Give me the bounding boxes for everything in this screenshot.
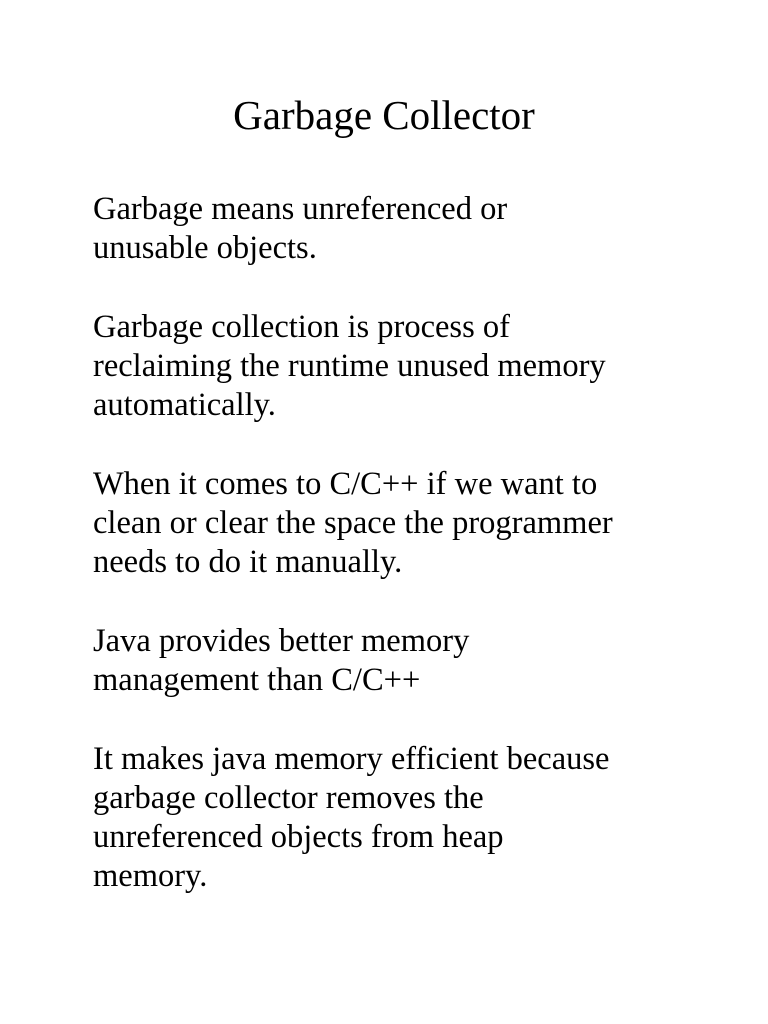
paragraph-garbage-definition: [93, 190, 733, 268]
paragraph-line: management than C/C++: [93, 662, 421, 698]
paragraph-line: memory.: [93, 858, 208, 894]
paragraph-java-memory: [93, 622, 733, 700]
paragraph-memory-efficient: [93, 740, 733, 896]
paragraph-line: Java provides better memory: [93, 623, 470, 659]
paragraph-line: When it comes to C/C++ if we want to: [93, 466, 598, 502]
paragraph-line: It makes java memory efficient because: [93, 741, 610, 777]
paragraph-line: unreferenced objects from heap: [93, 819, 504, 855]
paragraph-c-cpp: [93, 465, 733, 582]
paragraph-line: Garbage collection is process of: [93, 309, 510, 345]
paragraph-line: reclaiming the runtime unused memory: [93, 348, 606, 384]
paragraph-line: Garbage means unreferenced or: [93, 191, 508, 227]
paragraph-line: clean or clear the space the programmer: [93, 505, 613, 541]
paragraph-line: automatically.: [93, 387, 276, 423]
paragraph-garbage-collection: [93, 308, 733, 425]
paragraph-line: garbage collector removes the: [93, 780, 484, 816]
page-title: Garbage Collector: [233, 92, 535, 138]
paragraph-line: unusable objects.: [93, 230, 317, 266]
paragraph-line: needs to do it manually.: [93, 544, 403, 580]
document-body: [93, 190, 733, 936]
